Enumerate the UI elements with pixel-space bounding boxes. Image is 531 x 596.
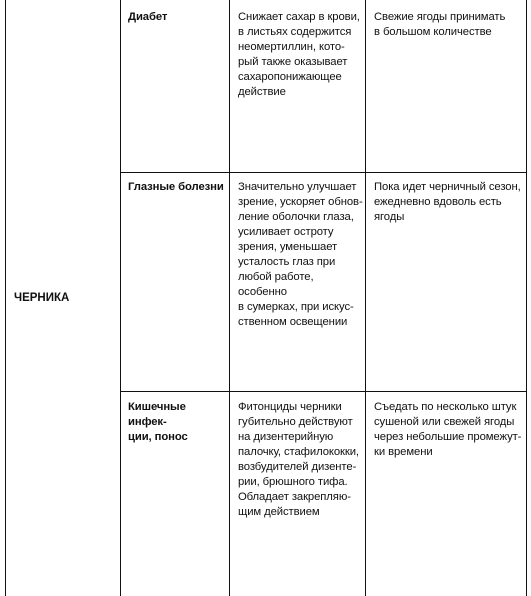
table-row-2-effect: Значительно улучшает зрение, ускоряет обнов- ление оболочки глаза, усиливает остроту зрения, уменьшает усталость глаз при любой работе, особенно в сумерках, при искус- ственном освещении (238, 181, 363, 328)
table-row-2-usage: Пока идет черничный сезон, ежедневно вдоволь есть ягоды (374, 181, 521, 223)
table-row-2-condition: Глазные болезни (128, 181, 224, 193)
table-row-3-condition: Кишечные инфек- ции, понос (128, 401, 188, 443)
table-row-3-usage: Съедать по несколько штук сушеной или свежей ягоды через небольшие промежут- ки времени (374, 401, 522, 458)
table-row-1-effect: Снижает сахар в крови, в листьях содержится неомертиллин, кото- рый также оказывает сахаропонижающее действие (238, 11, 360, 98)
table-border-right (526, 0, 527, 596)
row-divider-2 (120, 391, 527, 392)
column-divider-effect (229, 0, 230, 596)
table-row-1-condition: Диабет (128, 11, 168, 23)
column-divider-usage (365, 0, 366, 596)
row-divider-1 (120, 172, 527, 173)
table-row-3-effect: Фитонциды черники губительно действуют на дизентерийную палочку, стафилококки, возбудителей дизенте- рии, брюшного тифа. Обладает закрепляю- щим действием (238, 401, 359, 518)
table-row-1-usage: Свежие ягоды принимать в большом количестве (374, 11, 506, 38)
plant-name: ЧЕРНИКА (14, 292, 70, 304)
table-border-left (5, 0, 6, 596)
column-divider-condition (120, 0, 121, 596)
